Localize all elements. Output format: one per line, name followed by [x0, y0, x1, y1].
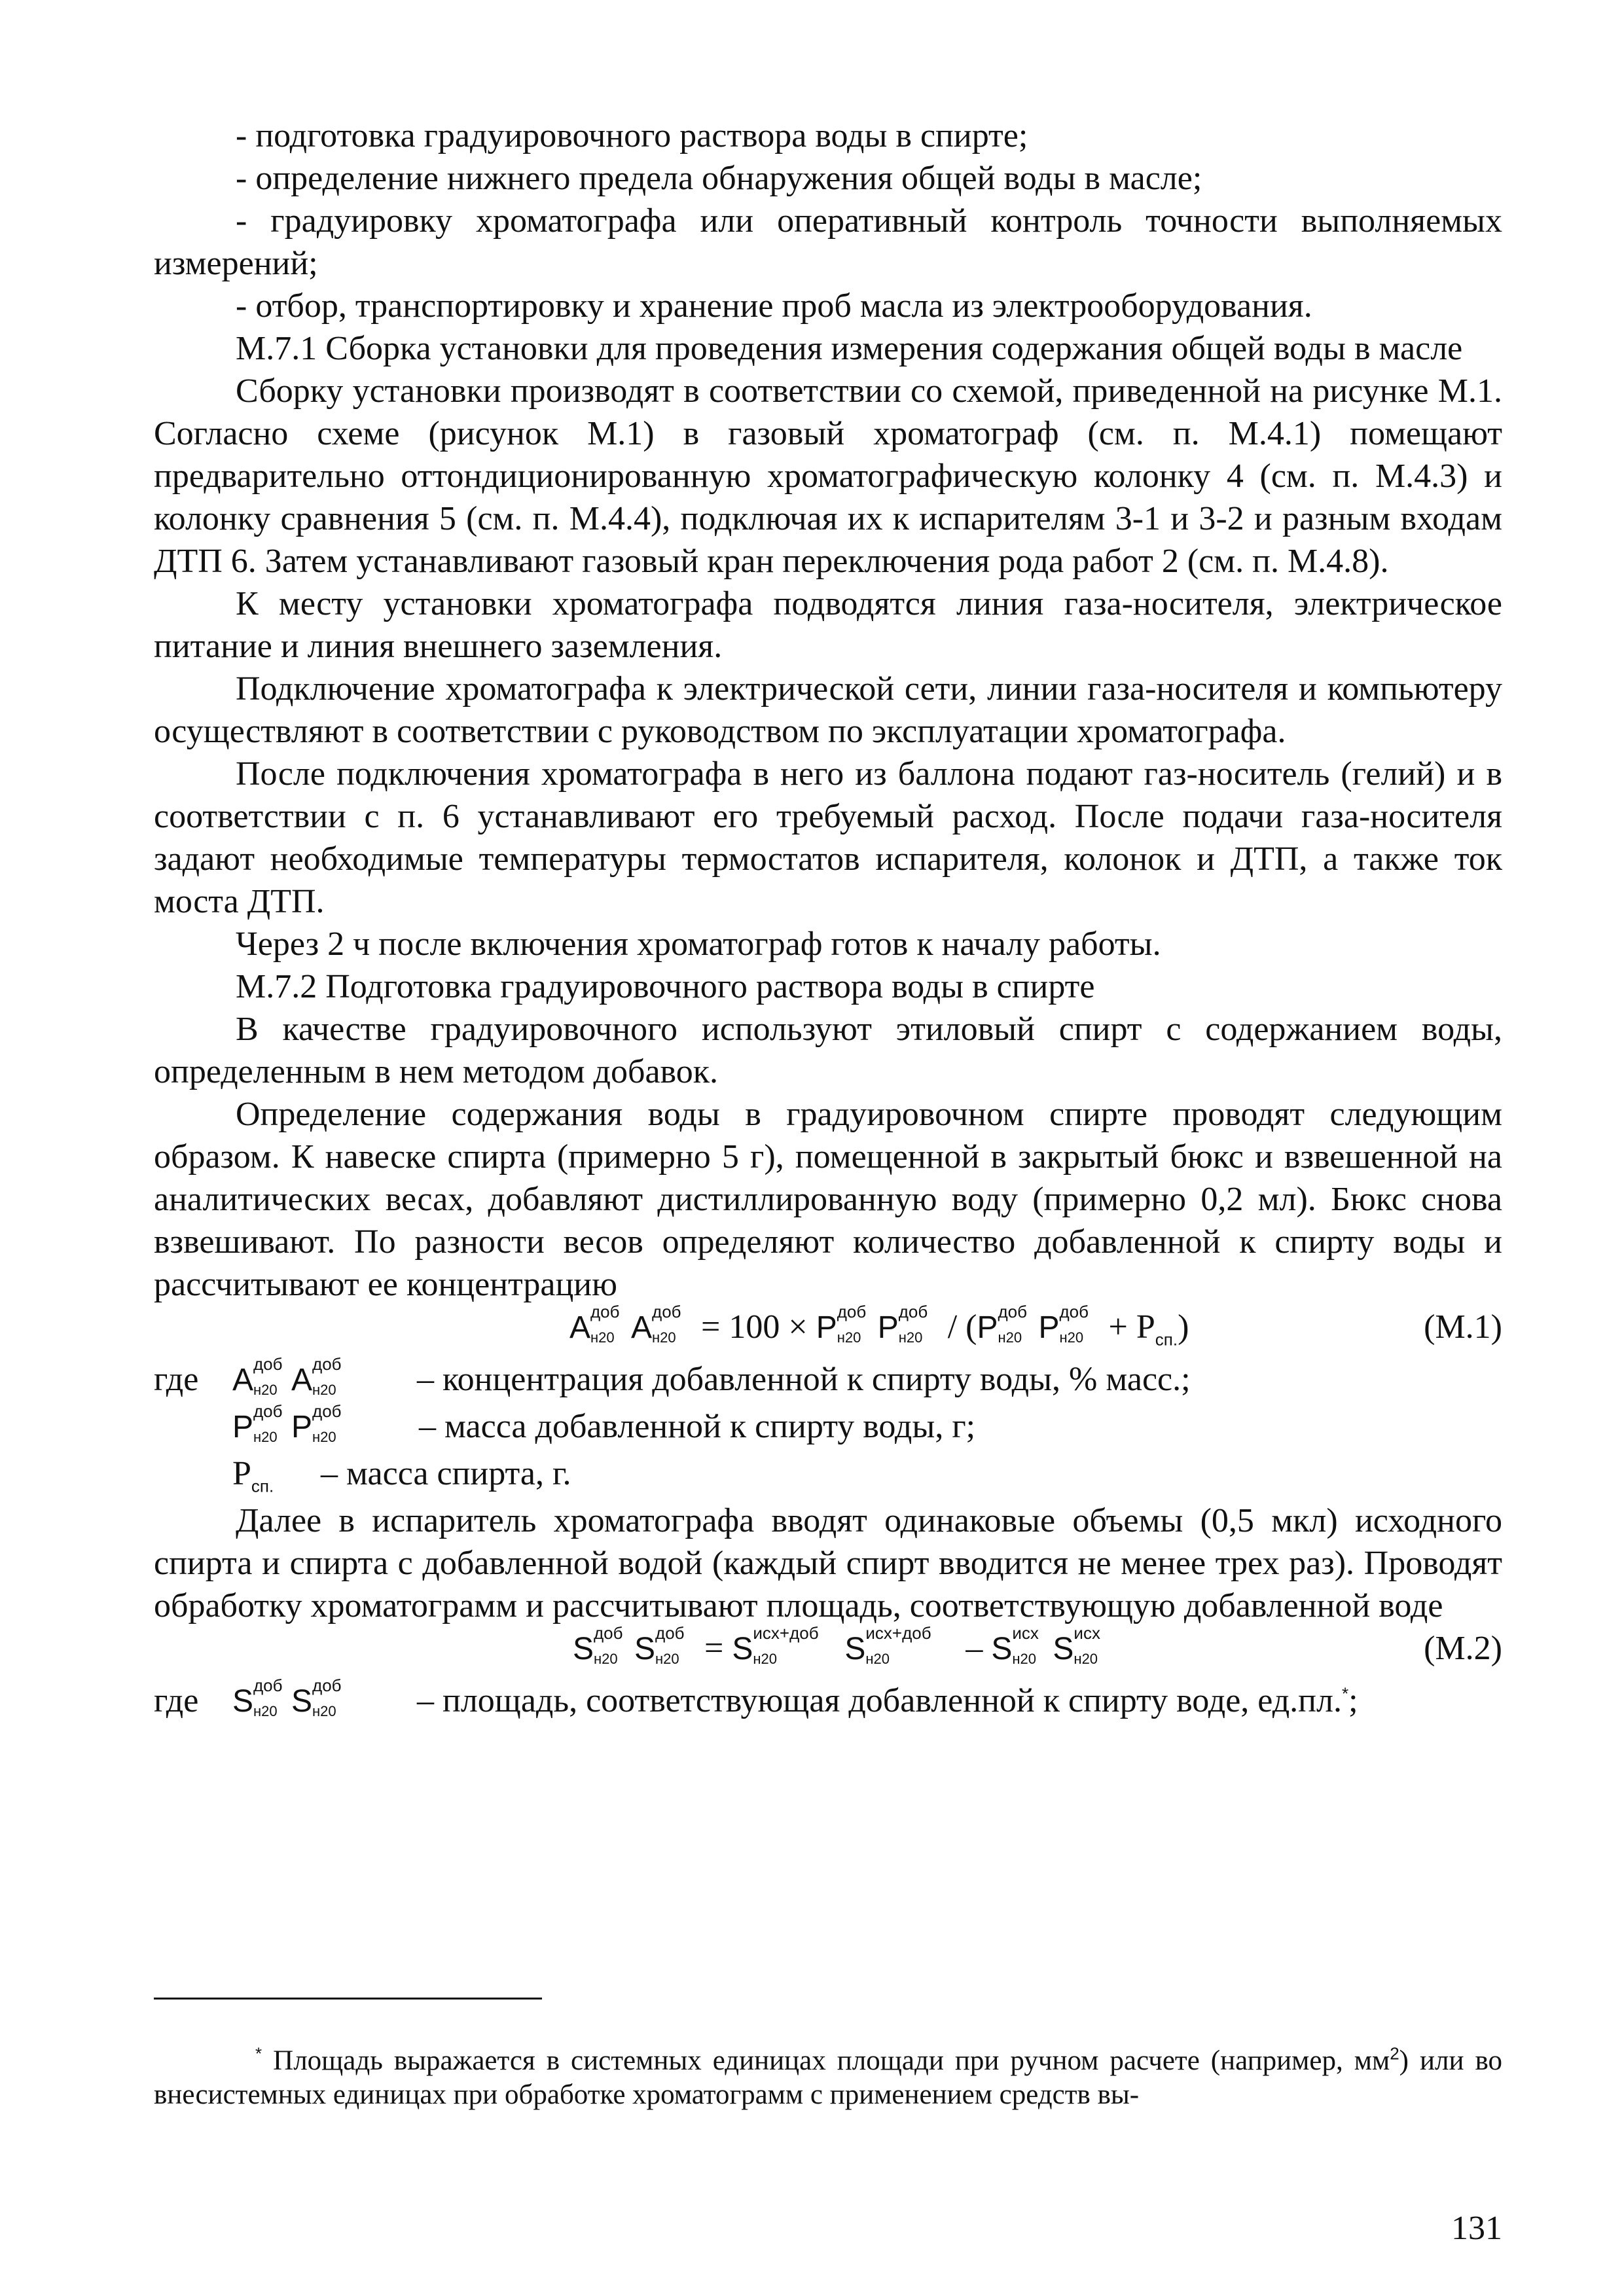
paragraph: Определение содержания воды в градуировочном спирте проводят следующим образом. К навеске спирта (примерно 5 г), помещенной в закрытый бюкс и взвешенной на аналитических весах, добавляют дистиллированную воду (примерно 0,2 мл). Бюкс снова взвешивают. По разности весов определяют количество добавленной к спирту воды и рассчитывают ее концентрацию [154, 1096, 1502, 1303]
definition-text: – масса добавленной к спирту воды, г; [419, 1408, 976, 1445]
equation-number: (М.1) [1424, 1308, 1502, 1346]
symbol-a: А доб н20 А доб н20 [232, 1354, 342, 1398]
definition-s [154, 1676, 1502, 1727]
section-heading-m72 [154, 965, 1502, 1008]
formula-m2-expression: S доб н20 S доб н20 = S исх+доб н20 S исх+доб н20 – S исх н20 S исх н20 [573, 1623, 1100, 1667]
paragraph: Подключение хроматографа к электрической сети, линии газа-носителя и компьютеру осуществляют в соответствии с руководством по эксплуатации хроматографа. [154, 670, 1502, 750]
list-item: - градуировку хроматографа или оперативный контроль точности выполняемых измерений; [154, 202, 1502, 282]
equation-number: (М.2) [1424, 1630, 1502, 1667]
page-number: 131 [1451, 2210, 1502, 2247]
formula-m2 [154, 1623, 1502, 1679]
list-item: - отбор, транспортировку и хранение проб масла из электрооборудования. [236, 287, 1312, 325]
definition-a [154, 1354, 1502, 1405]
definition-psp [154, 1452, 1502, 1499]
paragraph: Далее в испаритель хроматографа вводят одинаковые объемы (0,5 мкл) исходного спирта и спирта с добавленной водой (каждый спирт вводится не менее трех раз). Проводят обработку хроматограмм и рассчитывают площадь, соответствующую добавленной воде [154, 1502, 1502, 1624]
paragraph: В качестве градуировочного используют этиловый спирт с содержанием воды, определенным в нем методом добавок. [154, 1011, 1502, 1090]
footnote: * Площадь выражается в системных единицах площади при ручном расчете (например, $мм^2$) или во внесистемных единицах при обработке хроматограмм с применением средств вы- [154, 2043, 1503, 2110]
symbol-s: S доб н20 S доб н20 [232, 1676, 342, 1719]
formula-m1-expression: А доб н20 А доб н20 = 100 × Р доб н20 Р доб н20 / (Р доб н20 Р доб н20 + $Р_{сп.}$) [569, 1302, 1189, 1350]
definition-text: – площадь, соответствующая добавленной к спирту воде, ед.пл.*; [417, 1682, 1358, 1719]
section-heading-m71 [154, 327, 1502, 370]
where-label: где [154, 1682, 199, 1719]
paragraph: К месту установки хроматографа подводятся линия газа-носителя, электрическое питание и линия внешнего заземления. [154, 585, 1502, 665]
footnote-rule [154, 1998, 542, 2000]
section-title: Подготовка градуировочного раствора воды в спирте [325, 968, 1095, 1005]
symbol-p: Р доб н20 Р доб н20 [232, 1401, 342, 1445]
formula-m1 [154, 1302, 1502, 1358]
section-number: М.7.1 [236, 330, 317, 367]
page-body [154, 115, 1502, 1727]
section-title: Сборка установки для проведения измерения содержания общей воды в масле [325, 330, 1463, 367]
list-item: - определение нижнего предела обнаружения общей воды в масле; [236, 160, 1202, 197]
definition-p [154, 1401, 1502, 1452]
list-item: - подготовка градуировочного раствора воды в спирте; [236, 117, 1028, 154]
where-label: где [154, 1361, 199, 1398]
paragraph: Через 2 ч после включения хроматограф готов к началу работы. [236, 925, 1161, 963]
symbol-psp: $Р_{сп.}$ [232, 1455, 274, 1496]
section-number: М.7.2 [236, 968, 317, 1005]
paragraph: После подключения хроматографа в него из баллона подают газ-носитель (гелий) и в соответствии с п. 6 устанавливают его требуемый расход. После подачи газа-носителя задают необходимые температуры термостатов испарителя, колонок и ДТП, а также ток моста ДТП. [154, 755, 1502, 920]
definition-text: – концентрация добавленной к спирту воды, % масс.; [417, 1361, 1191, 1398]
paragraph: Сборку установки производят в соответствии со схемой, приведенной на рисунке М.1. Согласно схеме (рисунок М.1) в газовый хроматограф (см. п. М.4.1) помещают предварительно оттондиционированную хроматографическую колонку 4 (см. п. М.4.3) и колонку сравнения 5 (см. п. М.4.4), подключая их к испарителям 3-1 и 3-2 и разным входам ДТП 6. Затем устанавливают газовый кран переключения рода работ 2 (см. п. М.4.8). [154, 372, 1502, 580]
definition-text: – масса спирта, г. [321, 1455, 571, 1492]
